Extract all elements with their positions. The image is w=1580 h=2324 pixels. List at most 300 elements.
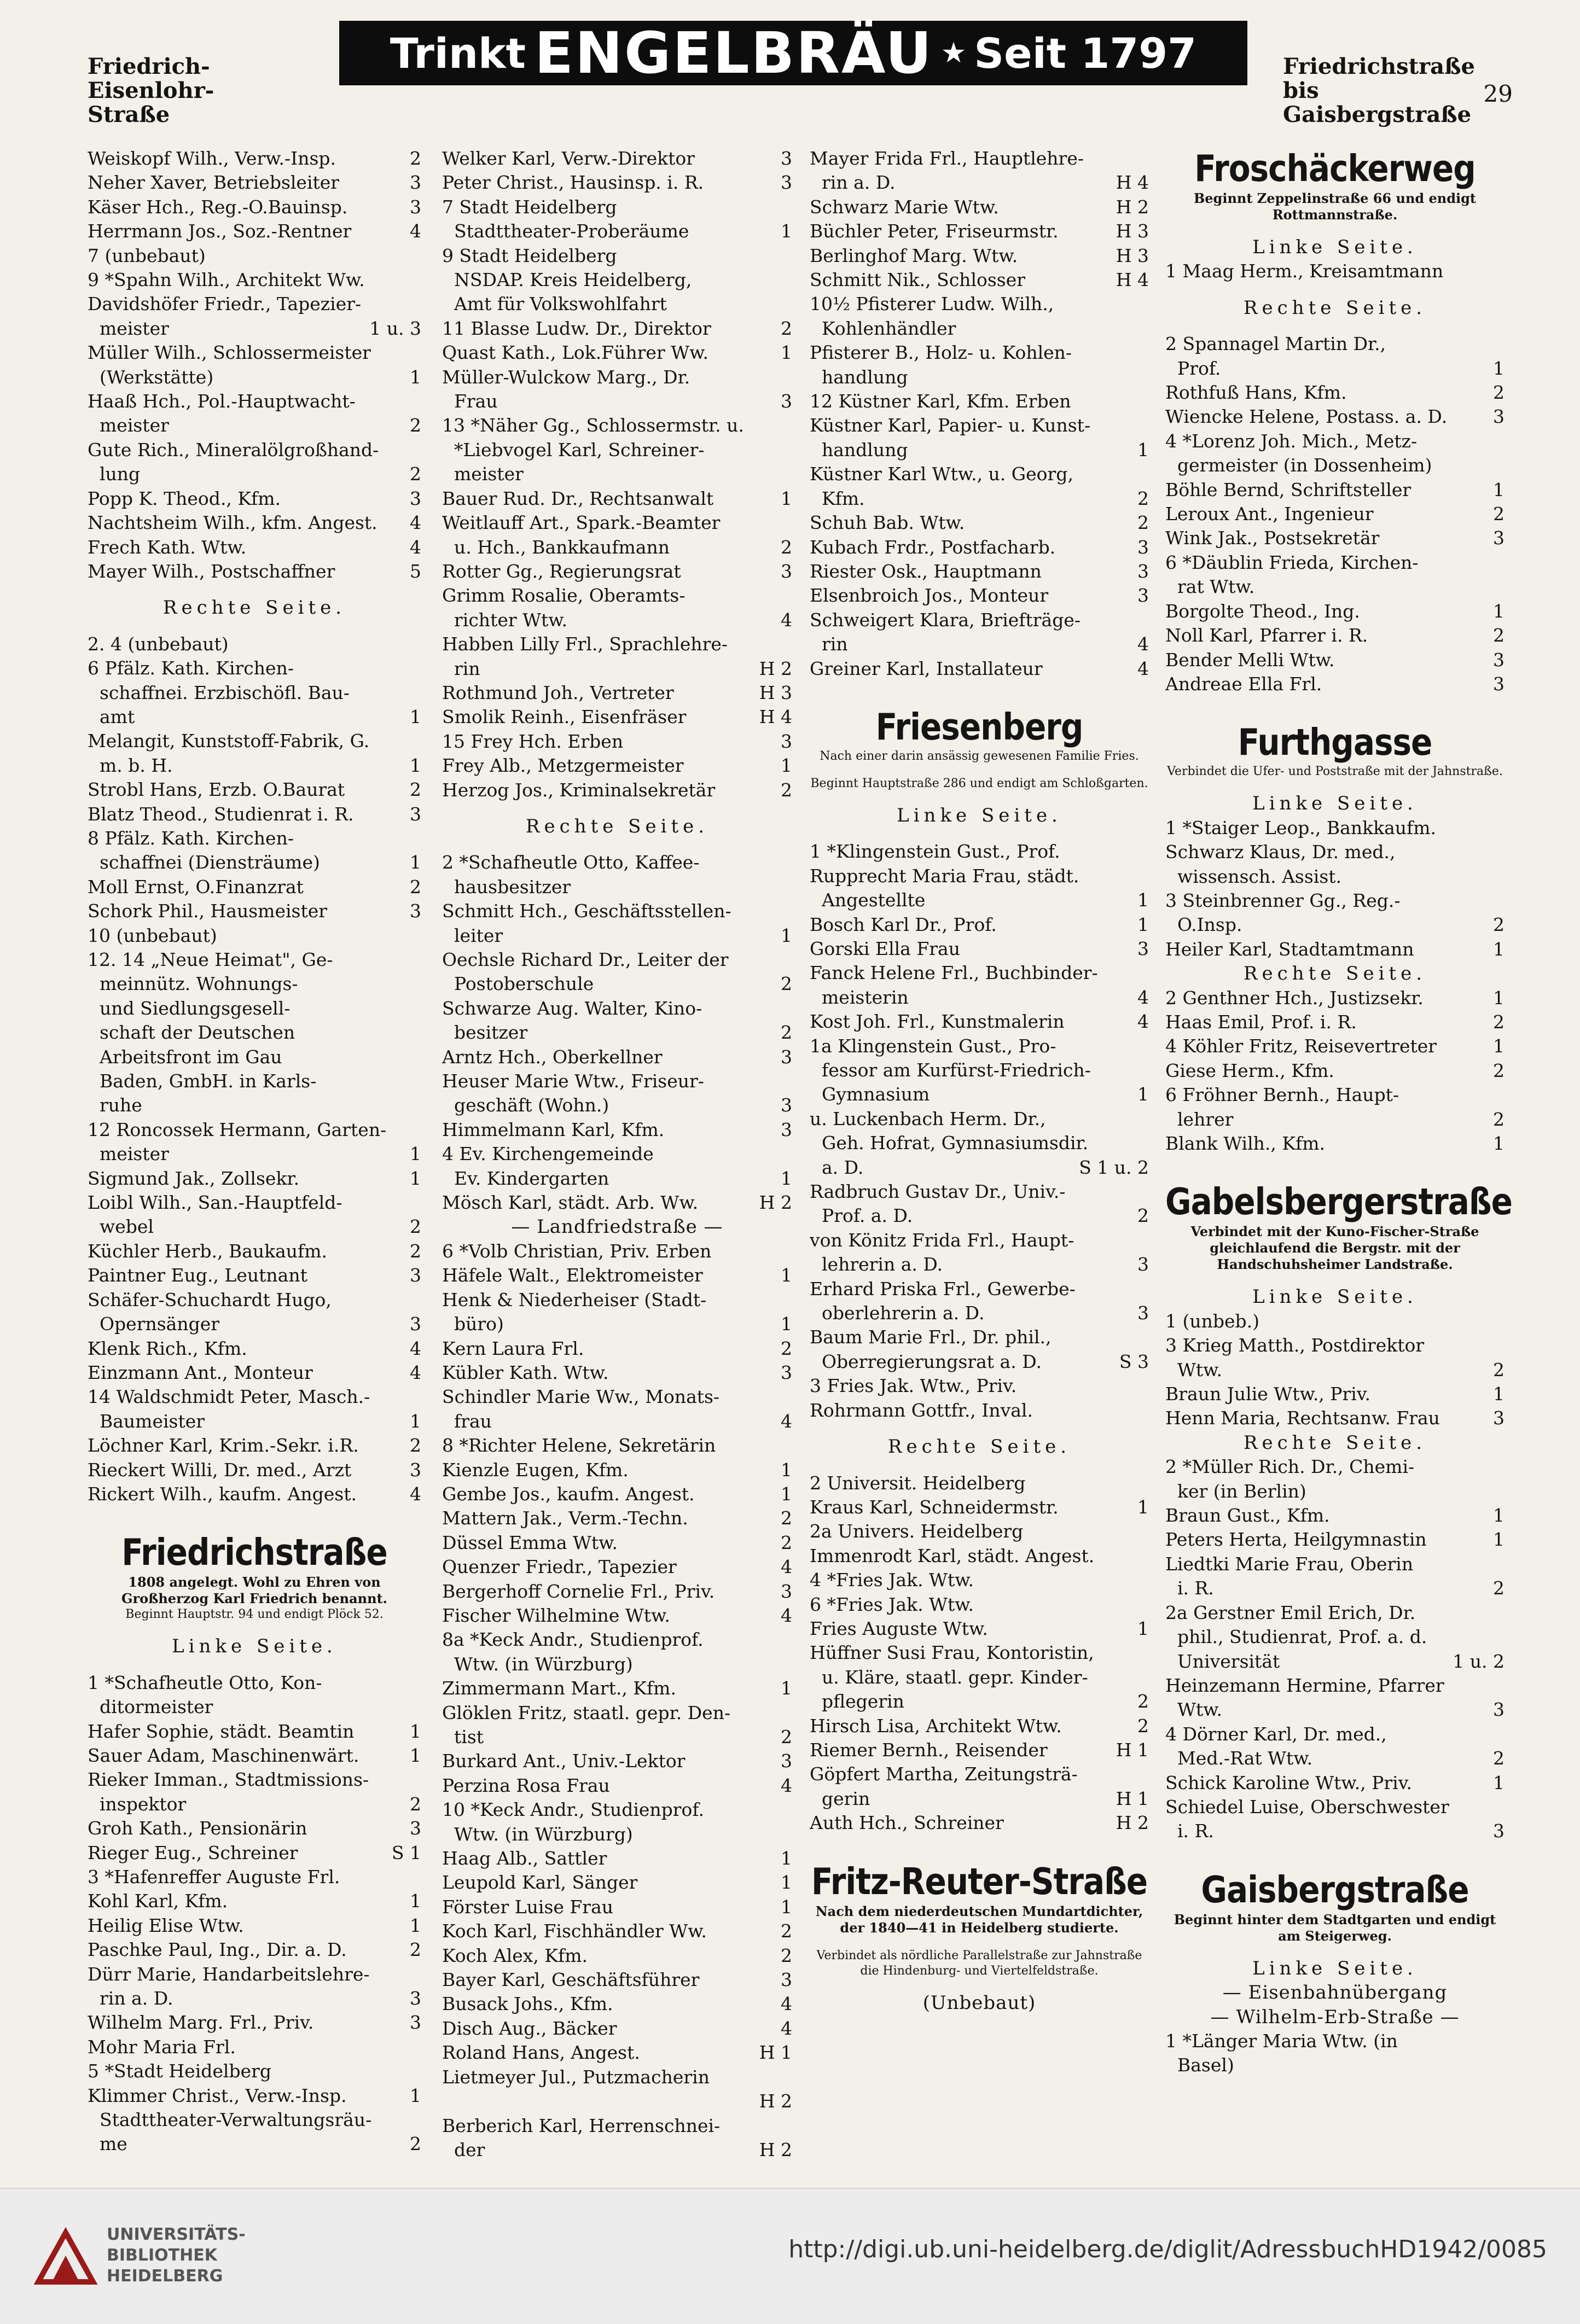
floor-number (788, 851, 792, 875)
floor-number: 1 (781, 1848, 792, 1869)
resident-entry (442, 1263, 792, 1288)
entry-text: ker (in Berlin) (1177, 1480, 1306, 1502)
resident-entry (88, 1720, 421, 1744)
entry-text: Heinzemann Hermine, Pfarrer (1165, 1674, 1444, 1696)
resident-entry (810, 1374, 1149, 1398)
entry-text: Kohlenhändler (822, 317, 956, 339)
floor-number: 4 (781, 1774, 792, 1796)
floor-number: 1 (1137, 889, 1149, 911)
floor-number: 1 (1137, 1496, 1149, 1518)
entry-text: Herrmann Jos., Soz.-Rentner (88, 220, 352, 242)
floor-number: 2 (1493, 1059, 1505, 1081)
floor-number (417, 948, 421, 972)
floor-number: 2 (781, 973, 792, 995)
entry-continuation (1165, 1819, 1505, 1843)
floor-number: 3 (781, 148, 792, 169)
floor-number (417, 1045, 421, 1069)
floor-number (788, 1701, 792, 1725)
resident-entry (88, 1671, 421, 1695)
entry-text: Schäfer-Schuchardt Hugo, (88, 1289, 332, 1310)
entry-text: Universität (1177, 1650, 1280, 1672)
resident-entry (442, 1847, 792, 1871)
floor-number (1145, 1665, 1149, 1690)
floor-number (417, 341, 421, 365)
entry-text: germeister (in Dossenheim) (1177, 455, 1432, 476)
floor-number (1145, 1399, 1149, 1423)
resident-entry (88, 1914, 421, 1938)
entry-text: Arbeitsfront im Gau (100, 1046, 282, 1068)
entry-text: Kubach Frdr., Postfacharb. (810, 536, 1056, 558)
entry-text: me (100, 2133, 127, 2155)
floor-number: H 1 (1116, 1787, 1149, 1809)
entry-text: Wilhelm Marg. Frl., Priv. (88, 2012, 314, 2034)
entry-text: Büchler Peter, Friseurmstr. (810, 220, 1059, 242)
entry-text: schaft der Deutschen (100, 1022, 295, 1044)
resident-entry (88, 826, 421, 851)
entry-text: Braun Gust., Kfm. (1165, 1505, 1330, 1527)
entry-text: von Könitz Frida Frl., Haupt- (810, 1229, 1074, 1251)
floor-number: 2 (1493, 1577, 1505, 1599)
resident-entry (442, 171, 792, 195)
entry-continuation (88, 1792, 421, 1816)
floor-number (417, 1021, 421, 1045)
floor-number (1145, 608, 1149, 632)
entry-text: Noll Karl, Pfarrer i. R. (1165, 625, 1368, 646)
entry-continuation (88, 365, 421, 389)
floor-number: H 2 (759, 657, 792, 679)
floor-number: 1 (410, 852, 421, 873)
entry-text: pflegerin (822, 1691, 904, 1713)
entry-text: Hüffner Susi Frau, Kontoristin, (810, 1642, 1094, 1664)
floor-number: 5 (410, 560, 421, 582)
entry-text: a. D. (822, 1156, 864, 1178)
floor-number: H 2 (759, 1192, 792, 1214)
entry-continuation (442, 292, 792, 316)
entry-text: rin (454, 657, 480, 679)
entry-text: i. R. (1177, 1577, 1214, 1599)
resident-entry (1165, 1132, 1505, 1156)
entry-continuation (88, 1312, 421, 1336)
resident-entry (810, 1738, 1149, 1762)
entry-text: frau (454, 1410, 492, 1432)
entry-text: Wtw. (1177, 1699, 1223, 1721)
entry-text: Smolik Reinh., Eisenfräser (442, 706, 687, 728)
floor-number: 1 (781, 487, 792, 509)
spacer (1165, 284, 1505, 296)
street-note: Beginnt Hauptstraße 286 und endigt am Schloßgarten. (810, 776, 1148, 790)
banner-since: Seit 1797 (974, 28, 1197, 78)
resident-entry (88, 1337, 421, 1361)
entry-continuation (1165, 2053, 1505, 2077)
entry-text: 3 Krieg Matth., Postdirektor (1165, 1335, 1425, 1356)
floor-number: 2 (410, 876, 421, 898)
resident-entry (810, 1568, 1149, 1592)
floor-number: 1 (1493, 1505, 1505, 1527)
resident-entry (442, 487, 792, 511)
street-heading: Friesenberg (875, 705, 1083, 749)
floor-number (788, 268, 792, 292)
entry-text: Habben Lilly Frl., Sprachlehre- (442, 633, 728, 655)
entry-text: Immenrodt Karl, städt. Angest. (810, 1545, 1095, 1566)
resident-entry (442, 1871, 792, 1895)
floor-number (417, 681, 421, 705)
floor-number: 2 (781, 1531, 792, 1553)
entry-continuation (810, 1253, 1149, 1277)
floor-number (417, 438, 421, 462)
entry-text: phil., Studienrat, Prof. a. d. (1177, 1626, 1427, 1648)
resident-entry (1165, 672, 1505, 696)
entry-text: Fanck Helene Frl., Buchbinder- (810, 962, 1098, 984)
resident-entry (88, 1768, 421, 1792)
street-note: Verbindet als nördliche Parallelstraße zur Jahnstraße die Hindenburg- und Viertelfeldstraße. (816, 1948, 1142, 1978)
entry-text: i. R. (1177, 1820, 1214, 1842)
entry-text: inspektor (100, 1793, 187, 1815)
floor-number: 2 (410, 463, 421, 485)
entry-text: hausbesitzer (454, 876, 571, 898)
resident-entry (1165, 1674, 1505, 1698)
entry-text: Kost Joh. Frl., Kunstmalerin (810, 1011, 1065, 1033)
floor-number (788, 2065, 792, 2089)
floor-number (417, 924, 421, 948)
entry-text: Peter Christ., Hausinsp. i. R. (442, 172, 704, 194)
floor-number: 3 (781, 1361, 792, 1383)
resident-entry (442, 705, 792, 729)
resident-entry (442, 948, 792, 972)
floor-number: 3 (410, 1988, 421, 2010)
floor-number (788, 1142, 792, 1166)
floor-number: 3 (1493, 527, 1505, 549)
entry-text: Lietmeyer Jul., Putzmacherin (442, 2066, 710, 2088)
resident-entry (442, 1580, 792, 1604)
floor-number (1500, 1722, 1505, 1746)
floor-number: 1 (1493, 479, 1505, 500)
entry-text: 2 Spannagel Martin Dr., (1165, 333, 1386, 355)
resident-entry (810, 1325, 1149, 1349)
side-heading: Rechte Seite. (887, 1436, 1071, 1458)
floor-number (1500, 1333, 1505, 1358)
floor-number (1500, 865, 1505, 889)
entry-text: Gorski Ella Frau (810, 937, 960, 959)
floor-number: 4 (410, 1361, 421, 1383)
entry-text: Frech Kath. Wtw. (88, 536, 247, 558)
entry-text: u. Hch., Bankkaufmann (454, 536, 670, 558)
floor-number: 3 (781, 1094, 792, 1116)
floor-number: H 2 (1116, 196, 1149, 218)
entry-text: meister (100, 1143, 169, 1165)
floor-number (788, 2114, 792, 2138)
side-heading: Linke Seite. (1252, 236, 1418, 258)
entry-text: 3 Steinbrenner Gg., Reg.- (1165, 889, 1401, 911)
resident-entry (88, 948, 421, 972)
street-note: Beginnt hinter dem Stadtgarten und endigt am Steigerweg. (1174, 1911, 1496, 1944)
floor-number (1500, 1552, 1505, 1576)
entry-text: 6 Pfälz. Kath. Kirchen- (88, 657, 294, 679)
resident-entry (88, 535, 421, 560)
entry-continuation (1165, 1576, 1505, 1600)
resident-entry (442, 1045, 792, 1069)
entry-text: Braun Julie Wtw., Priv. (1165, 1383, 1371, 1405)
entry-continuation (442, 2089, 792, 2113)
resident-entry (88, 1361, 421, 1385)
entry-text: Häfele Walt., Elektromeister (442, 1265, 703, 1286)
floor-number: 4 (781, 1556, 792, 1578)
entry-text: Sigmund Jak., Zollsekr. (88, 1167, 300, 1189)
entry-text: ditormeister (100, 1696, 213, 1718)
floor-number: 2 (410, 1793, 421, 1815)
floor-number: 4 (781, 2017, 792, 2039)
entry-text: 3 Fries Jak. Wtw., Priv. (810, 1375, 1017, 1397)
floor-number (417, 2059, 421, 2083)
resident-entry (442, 2041, 792, 2065)
entry-text: Blank Wilh., Kfm. (1165, 1133, 1326, 1154)
entry-text: Schwarz Marie Wtw. (810, 196, 999, 218)
floor-number (1145, 1107, 1149, 1131)
floor-number (417, 292, 421, 316)
entry-text: Welker Karl, Verw.-Direktor (442, 148, 695, 169)
entry-text: Borgolte Theod., Ing. (1165, 600, 1360, 622)
header-right-street (1283, 55, 1513, 127)
resident-entry (88, 268, 421, 292)
floor-number (788, 1385, 792, 1409)
spacer (810, 1979, 1149, 1991)
entry-text: 4 *Lorenz Joh. Mich., Metz- (1165, 430, 1418, 452)
floor-number (1145, 1058, 1149, 1082)
entry-text: Müller-Wulckow Marg., Dr. (442, 366, 690, 388)
floor-number: 4 (410, 1483, 421, 1505)
floor-number: 2 (410, 1435, 421, 1457)
street-heading: Fritz-Reuter-Straße (811, 1860, 1148, 1903)
entry-continuation (1165, 865, 1505, 889)
entry-text: Stadttheater-Verwaltungsräu- (100, 2109, 372, 2131)
entry-continuation (442, 1725, 792, 1749)
entry-text: Glöklen Fritz, staatl. gepr. Den- (442, 1702, 731, 1723)
entry-text: Schmitt Hch., Geschäftsstellen- (442, 900, 731, 922)
floor-number (788, 438, 792, 462)
spacer (810, 1423, 1149, 1435)
floor-number: 4 (410, 1337, 421, 1359)
floor-number: 1 (781, 1313, 792, 1335)
floor-number: 3 (781, 1580, 792, 1602)
resident-entry (1165, 937, 1505, 962)
entry-text: Kienzle Eugen, Kfm. (442, 1459, 629, 1481)
street-note: Beginnt Zeppelinstraße 66 und endigt Rottmannstraße. (1193, 190, 1477, 223)
floor-number (417, 826, 421, 851)
floor-number: 3 (410, 900, 421, 922)
resident-entry (88, 1938, 421, 1962)
resident-entry (1165, 1010, 1505, 1034)
floor-number: 2 (410, 1240, 421, 1262)
resident-entry (810, 1107, 1149, 1131)
entry-text: NSDAP. Kreis Heidelberg, (454, 269, 692, 291)
entry-text: Mayer Wilh., Postschaffner (88, 560, 335, 582)
entry-text: Med.-Rat Wtw. (1177, 1748, 1313, 1769)
entry-text: lung (100, 463, 141, 485)
side-heading: Rechte Seite. (1243, 963, 1427, 985)
entry-text: und Siedlungsgesell- (100, 997, 291, 1019)
entry-text: besitzer (454, 1022, 528, 1044)
entry-text: Schiedel Luise, Oberschwester (1165, 1796, 1449, 1818)
resident-entry (442, 997, 792, 1021)
floor-number: 2 (1493, 1011, 1505, 1033)
entry-text: Mattern Jak., Verm.-Techn. (442, 1507, 688, 1529)
resident-entry (88, 560, 421, 584)
resident-entry (442, 511, 792, 535)
floor-number: 2 (781, 1944, 792, 1966)
floor-number (1145, 1131, 1149, 1155)
entry-text: Kohl Karl, Kfm. (88, 1890, 228, 1912)
entry-text: Rieckert Willi, Dr. med., Arzt (88, 1459, 352, 1481)
resident-entry (442, 1288, 792, 1312)
entry-text: Loibl Wilh., San.-Hauptfeld- (88, 1192, 342, 1214)
floor-number: 1 (410, 2084, 421, 2106)
library-footer (0, 2188, 1580, 2324)
floor-number (1500, 889, 1505, 913)
entry-text: Böhle Bernd, Schriftsteller (1165, 479, 1411, 500)
spacer (1165, 1273, 1505, 1285)
spacer (88, 584, 421, 596)
floor-number: 2 (1493, 503, 1505, 525)
floor-number (788, 1288, 792, 1312)
entry-continuation (810, 365, 1149, 389)
resident-entry (88, 1239, 421, 1263)
floor-number (417, 1288, 421, 1312)
floor-number: H 1 (759, 2042, 792, 2064)
entry-text: 2a Gerstner Emil Erich, Dr. (1165, 1601, 1416, 1623)
resident-entry (1165, 478, 1505, 502)
resident-entry (442, 1118, 792, 1142)
street-note: Nach einer darin ansässig gewesenen Familie Fries. (820, 749, 1139, 763)
resident-entry (810, 1714, 1149, 1738)
floor-number (788, 1069, 792, 1093)
floor-number (417, 1385, 421, 1409)
floor-number (788, 1239, 792, 1263)
resident-entry (442, 1458, 792, 1482)
floor-number (1145, 147, 1149, 171)
resident-entry (88, 1889, 421, 1913)
resident-entry (1165, 1309, 1505, 1333)
resident-entry (442, 365, 792, 389)
entry-continuation (1165, 1650, 1505, 1674)
entry-text: Himmelmann Karl, Kfm. (442, 1119, 665, 1140)
entry-continuation (88, 972, 421, 996)
floor-number: 1 (1493, 938, 1505, 960)
entry-text: Kübler Kath. Wtw. (442, 1361, 609, 1383)
entry-text: Radbruch Gustav Dr., Univ.- (810, 1181, 1066, 1203)
permalink-url[interactable]: http://digi.ub.uni-heidelberg.de/diglit/AdressbuchHD1942/0085 (788, 2235, 1547, 2263)
resident-entry (442, 1506, 792, 1530)
resident-entry (442, 584, 792, 608)
entry-text: Riemer Bernh., Reisender (810, 1739, 1048, 1761)
floor-number: 2 (1137, 1691, 1149, 1713)
floor-number (1145, 1593, 1149, 1617)
entry-text: Quenzer Friedr., Tapezier (442, 1556, 677, 1578)
entry-continuation (442, 1021, 792, 1045)
resident-entry (810, 535, 1149, 560)
entry-text: Bosch Karl Dr., Prof. (810, 913, 997, 935)
entry-text: Amt für Volkswohlfahrt (454, 293, 667, 315)
entry-continuation (1165, 575, 1505, 599)
entry-continuation (442, 1409, 792, 1434)
entry-text: Bender Melli Wtw. (1165, 649, 1335, 671)
floor-number: H 3 (759, 682, 792, 703)
floor-number (1500, 429, 1505, 453)
resident-entry (1165, 332, 1505, 356)
entry-text: Berberich Karl, Herrenschnei- (442, 2115, 721, 2136)
street-marker: — Wilhelm-Erb-Straße — (1210, 2006, 1460, 2028)
entry-text: Wtw. (in Würzburg) (454, 1823, 633, 1845)
floor-number: 2 (781, 1726, 792, 1748)
floor-number (788, 1798, 792, 1822)
resident-entry (442, 1604, 792, 1628)
entry-text: Oechsle Richard Dr., Leiter der (442, 949, 729, 970)
entry-text: Rickert Wilh., kaufm. Angest. (88, 1483, 357, 1505)
floor-number (417, 656, 421, 680)
entry-text: Neher Xaver, Betriebsleiter (88, 172, 340, 194)
floor-number: 2 (1137, 487, 1149, 509)
entry-continuation (1165, 1480, 1505, 1504)
entry-text: Auth Hch., Schreiner (810, 1812, 1004, 1834)
entry-text: Riester Osk., Hauptmann (810, 560, 1042, 582)
floor-number (1500, 551, 1505, 575)
entry-continuation (442, 1093, 792, 1117)
spacer (810, 1936, 1149, 1948)
floor-number (417, 1118, 421, 1142)
resident-entry (810, 1519, 1149, 1543)
resident-entry (1165, 1059, 1505, 1083)
entry-text: Busack Johs., Kfm. (442, 1993, 613, 2015)
resident-entry (810, 244, 1149, 268)
entry-continuation (88, 1987, 421, 2011)
floor-number: 2 (410, 2133, 421, 2155)
resident-entry (810, 511, 1149, 535)
entry-text: 4 Dörner Karl, Dr. med., (1165, 1723, 1387, 1745)
entry-text: Küstner Karl Wtw., u. Georg, (810, 463, 1073, 485)
floor-number: 3 (1493, 1820, 1505, 1842)
resident-entry (88, 1434, 421, 1458)
entry-text: Bayer Karl, Geschäftsführer (442, 1969, 700, 1991)
floor-number (1145, 1277, 1149, 1301)
resident-entry (88, 1744, 421, 1768)
resident-entry (810, 937, 1149, 961)
entry-text: Melangit, Kunststoff-Fabrik, G. (88, 730, 370, 752)
entry-continuation (88, 1215, 421, 1239)
entry-text: Liedtki Marie Frau, Oberin (1165, 1553, 1414, 1575)
entry-text: O.Insp. (1177, 914, 1242, 936)
entry-text: 1 *Klingenstein Gust., Prof. (810, 841, 1060, 863)
entry-text: Kraus Karl, Schneidermstr. (810, 1496, 1059, 1518)
entry-text: 2 Genthner Hch., Justizsekr. (1165, 987, 1424, 1009)
floor-number (788, 1434, 792, 1458)
entry-continuation (442, 2138, 792, 2162)
entry-text: 11 Blasse Ludw. Dr., Direktor (442, 317, 711, 339)
resident-entry (1165, 1406, 1505, 1430)
resident-entry (88, 1865, 421, 1889)
entry-text: Schork Phil., Hausmeister (88, 900, 328, 922)
entry-continuation (442, 1822, 792, 1847)
entry-text: 1a Klingenstein Gust., Pro- (810, 1035, 1056, 1057)
floor-number: 3 (410, 196, 421, 218)
floor-number (417, 389, 421, 413)
resident-entry (1165, 986, 1505, 1010)
entry-text: Erhard Priska Frl., Gewerbe- (810, 1278, 1076, 1300)
spacer (810, 1836, 1149, 1860)
entry-text: Blatz Theod., Studienrat i. R. (88, 803, 354, 825)
resident-entry (88, 1458, 421, 1482)
entry-text: Baden, GmbH. in Karls- (100, 1070, 317, 1092)
resident-entry (88, 899, 421, 923)
floor-number: 4 (781, 1993, 792, 2015)
floor-number: H 3 (1116, 244, 1149, 266)
